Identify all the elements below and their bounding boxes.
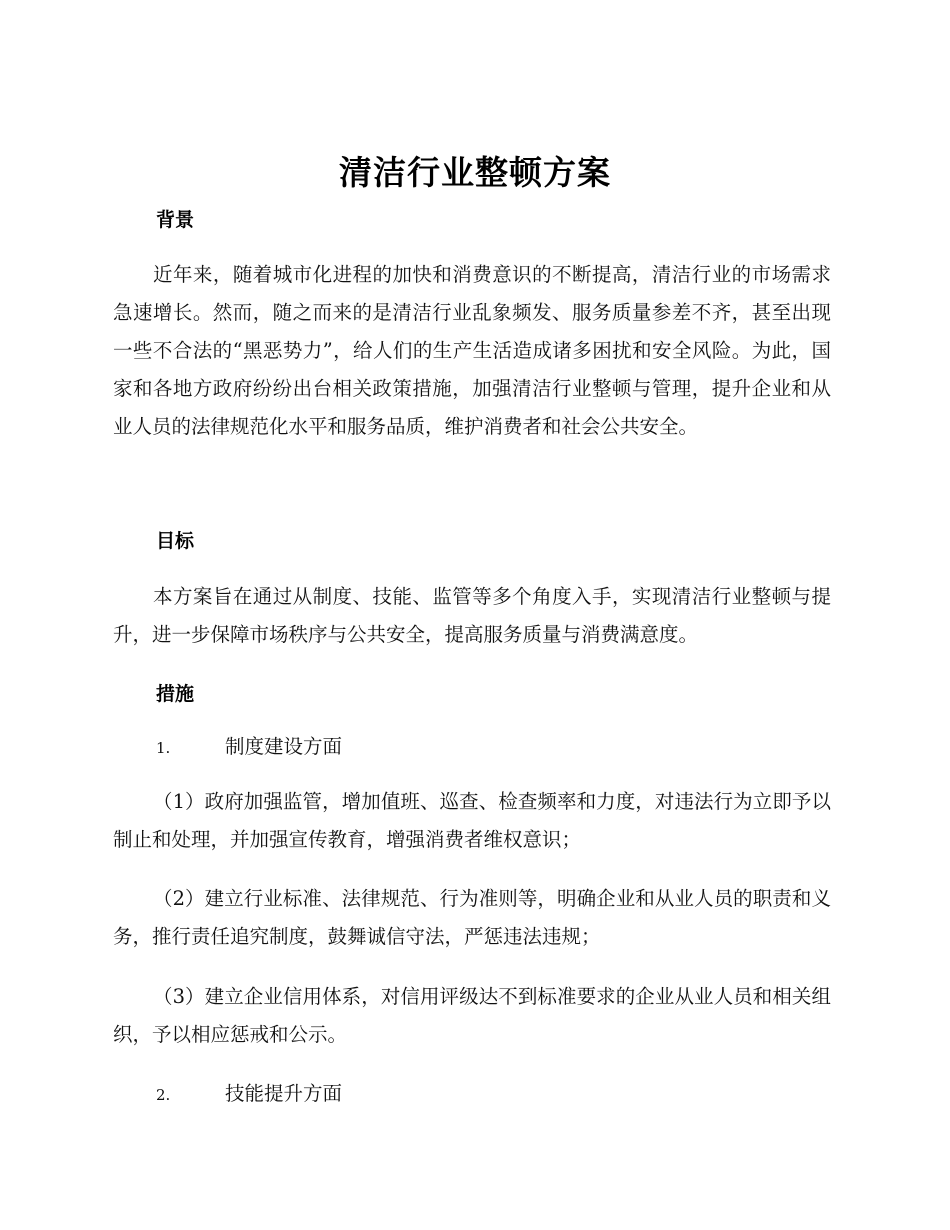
background-paragraph: 近年来，随着城市化进程的加快和消费意识的不断提高，清洁行业的市场需求急速增长。然而，随之而来的是清洁行业乱象频发、服务质量参差不齐，甚至出现一些不合法的“黑恶势力”，给人们的生产生活造成诸多困扰和安全风险。为此，国家和各地方政府纷纷出台相关政策措施，加强清洁行业整顿与管理，提升企业和从业人员的法律规范化水平和服务品质，维护消费者和社会公共安全。 xyxy=(113,263,831,438)
document-title: 清洁行业整顿方案 xyxy=(339,153,611,192)
measure-item-1-number: 1. xyxy=(156,739,171,757)
measure-1-paragraph-1: （1）政府加强监管，增加值班、巡查、检查频率和力度，对违法行为立即予以制止和处理，并加强宣传教育，增强消费者维权意识； xyxy=(113,790,831,851)
measure-1-paragraph-3: （3）建立企业信用体系，对信用评级达不到标准要求的企业从业人员和相关组织，予以相应惩戒和公示。 xyxy=(113,985,831,1046)
measure-item-2 xyxy=(156,1080,342,1109)
measure-item-2-title: 技能提升方面 xyxy=(225,1082,343,1105)
section-heading-goal: 目标 xyxy=(156,530,195,552)
measure-1-paragraph-2: （2）建立行业标准、法律规范、行为准则等，明确企业和从业人员的职责和义务，推行责任追究制度，鼓舞诚信守法，严惩违法违规； xyxy=(113,887,831,948)
measure-item-2-number: 2. xyxy=(156,1086,171,1104)
section-heading-background: 背景 xyxy=(156,209,195,231)
section-heading-measures: 措施 xyxy=(156,683,195,705)
measure-item-1 xyxy=(156,733,342,762)
goal-paragraph: 本方案旨在通过从制度、技能、监管等多个角度入手，实现清洁行业整顿与提升，进一步保障市场秩序与公共安全，提高服务质量与消费满意度。 xyxy=(113,585,831,646)
measure-item-1-title: 制度建设方面 xyxy=(225,735,343,758)
